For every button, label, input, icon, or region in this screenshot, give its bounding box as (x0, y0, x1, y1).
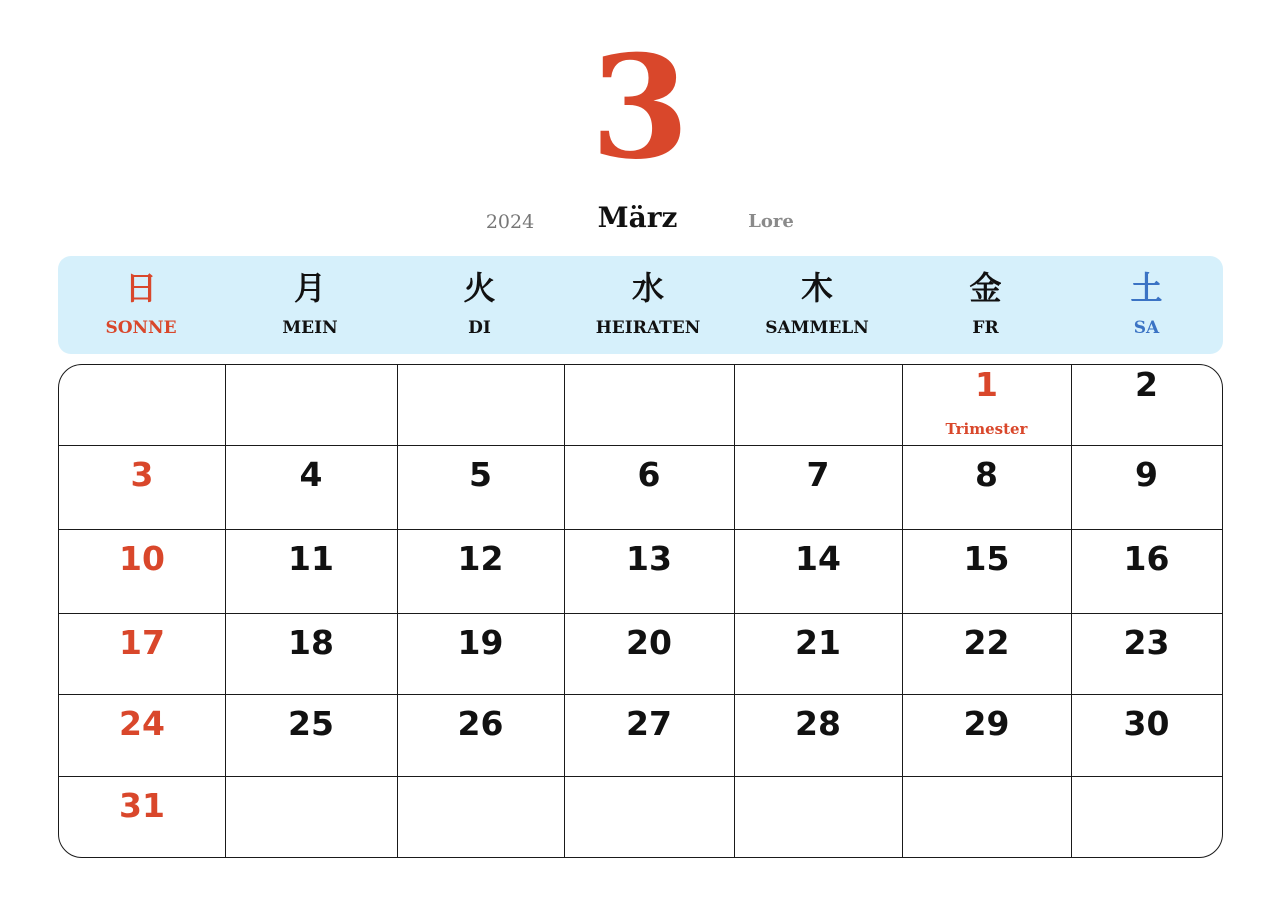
empty-day-cell (902, 776, 1071, 857)
day-cell[interactable] (397, 694, 564, 776)
weekday-label: SAMMELN (765, 318, 869, 338)
day-cell[interactable] (225, 529, 397, 613)
day-number: 26 (457, 704, 504, 743)
day-number: 7 (806, 455, 830, 494)
day-number: 14 (795, 539, 841, 578)
weekday-header (58, 256, 1223, 354)
empty-day-cell (734, 365, 902, 445)
weekday-samstag (1070, 256, 1223, 354)
weekday-label: DI (468, 318, 491, 338)
day-cell[interactable] (1071, 365, 1222, 445)
day-cell[interactable] (564, 529, 734, 613)
day-number: 28 (795, 704, 841, 743)
day-number: 31 (119, 786, 165, 825)
day-number: 4 (299, 455, 323, 494)
weekday-kanji: 木 (800, 269, 833, 307)
day-cell[interactable] (1071, 529, 1222, 613)
day-number: 18 (288, 623, 334, 662)
day-number: 13 (626, 539, 672, 578)
day-cell[interactable] (1071, 445, 1222, 529)
day-cell[interactable] (59, 776, 225, 857)
day-cell[interactable] (564, 445, 734, 529)
day-number: 19 (457, 623, 504, 662)
day-number: 11 (288, 539, 334, 578)
day-cell[interactable] (59, 613, 225, 694)
day-cell[interactable] (397, 445, 564, 529)
empty-day-cell (734, 776, 902, 857)
big-month-number: 3 (590, 25, 690, 191)
day-cell[interactable] (902, 365, 1071, 445)
year-label: 2024 (485, 211, 535, 233)
day-cell[interactable] (397, 613, 564, 694)
weekday-kanji: 土 (1130, 269, 1163, 307)
day-number: 23 (1123, 623, 1170, 662)
empty-day-cell (564, 776, 734, 857)
day-number: 20 (626, 623, 672, 662)
day-number: 29 (963, 704, 1010, 743)
day-cell[interactable] (902, 529, 1071, 613)
day-number: 5 (469, 455, 492, 494)
empty-day-cell (225, 365, 397, 445)
day-number: 24 (119, 704, 165, 743)
weekday-label: FR (972, 318, 999, 338)
empty-day-cell (1071, 776, 1222, 857)
day-cell[interactable] (564, 694, 734, 776)
day-number: 22 (963, 623, 1010, 662)
day-number: 1 (975, 365, 998, 404)
weekday-mittwoch (563, 256, 733, 354)
day-cell[interactable] (902, 613, 1071, 694)
day-cell[interactable] (1071, 613, 1222, 694)
weekday-label: SA (1133, 318, 1160, 338)
weekday-kanji: 日 (124, 269, 157, 307)
day-cell[interactable] (564, 613, 734, 694)
day-cell[interactable] (902, 694, 1071, 776)
weekday-label: HEIRATEN (595, 318, 701, 338)
day-number: 6 (637, 455, 661, 494)
day-number: 12 (457, 539, 504, 578)
weekday-label: SONNE (105, 318, 177, 338)
weekday-kanji: 水 (631, 269, 664, 307)
day-number: 17 (119, 623, 165, 662)
day-number: 30 (1123, 704, 1170, 743)
weekday-kanji: 金 (969, 269, 1002, 307)
day-number: 16 (1123, 539, 1170, 578)
day-cell[interactable] (734, 529, 902, 613)
day-cell[interactable] (59, 694, 225, 776)
empty-day-cell (397, 776, 564, 857)
weekday-dienstag (396, 256, 563, 354)
day-cell[interactable] (225, 445, 397, 529)
day-cell[interactable] (397, 529, 564, 613)
event-label: Trimester (945, 420, 1028, 438)
weekday-kanji: 月 (293, 269, 326, 307)
day-number: 2 (1135, 365, 1158, 404)
weekday-donnerstag (733, 256, 901, 354)
weekday-sonntag (58, 256, 224, 354)
day-cell[interactable] (734, 445, 902, 529)
weekday-label: MEIN (282, 318, 338, 338)
day-cell[interactable] (225, 613, 397, 694)
day-number: 15 (963, 539, 1010, 578)
day-number: 3 (130, 455, 154, 494)
day-cell[interactable] (1071, 694, 1222, 776)
month-name: März (597, 201, 678, 234)
day-cell[interactable] (59, 445, 225, 529)
empty-day-cell (397, 365, 564, 445)
day-number: 10 (119, 539, 165, 578)
empty-day-cell (564, 365, 734, 445)
day-cell[interactable] (734, 694, 902, 776)
weekday-freitag (901, 256, 1070, 354)
calendar-grid (58, 364, 1223, 858)
empty-day-cell (59, 365, 225, 445)
day-number: 8 (975, 455, 998, 494)
empty-day-cell (225, 776, 397, 857)
weekday-montag (224, 256, 396, 354)
day-cell[interactable] (734, 613, 902, 694)
calendar-subtitle: Lore (748, 211, 794, 232)
weekday-kanji: 火 (463, 269, 496, 307)
day-number: 9 (1135, 455, 1158, 494)
day-cell[interactable] (225, 694, 397, 776)
day-cell[interactable] (59, 529, 225, 613)
day-number: 25 (288, 704, 334, 743)
day-cell[interactable] (902, 445, 1071, 529)
day-number: 21 (795, 623, 841, 662)
day-number: 27 (626, 704, 672, 743)
